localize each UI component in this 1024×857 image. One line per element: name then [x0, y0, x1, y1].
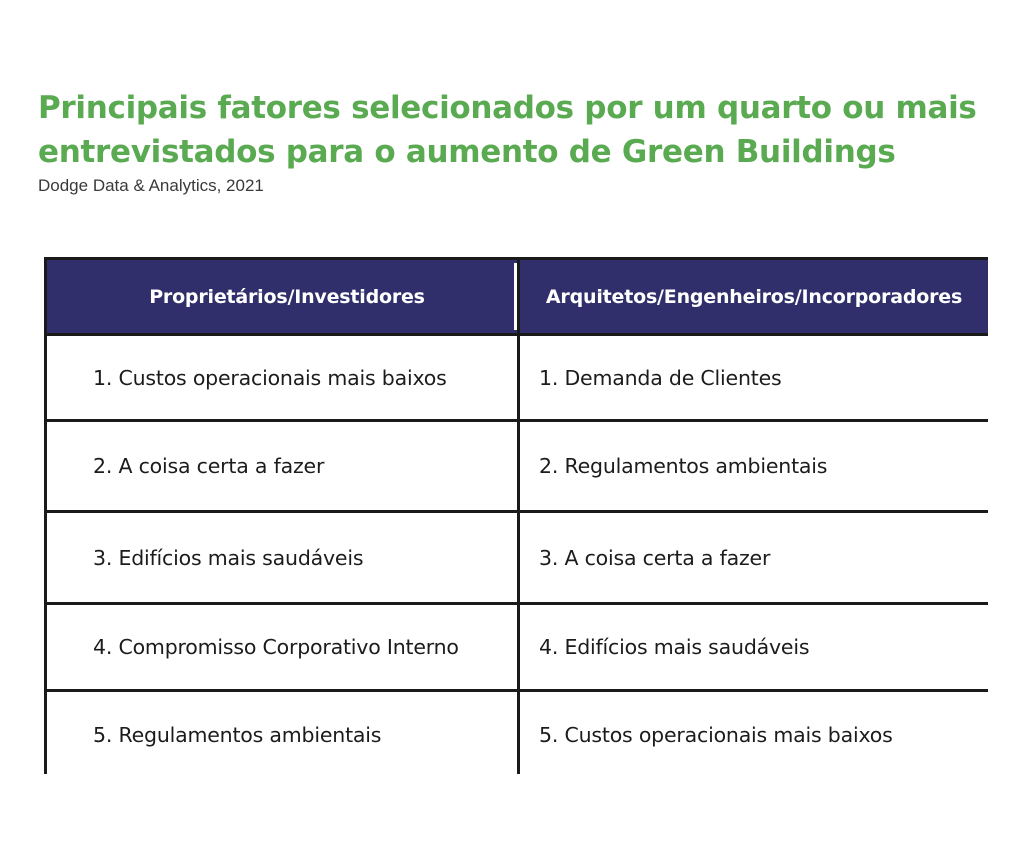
column-header-architects: Arquitetos/Engenheiros/Incorporadores [520, 260, 988, 333]
table-cell: 5. Custos operacionais mais baixos [520, 692, 988, 777]
page-title: Principais fatores selecionados por um quarto ou mais entrevistados para o aumento de Green Buildings [38, 90, 977, 170]
table-cell: 5. Regulamentos ambientais [47, 692, 517, 777]
column-header-owners: Proprietários/Investidores [47, 260, 517, 333]
table-cell: 2. A coisa certa a fazer [47, 422, 517, 510]
table-cell: 2. Regulamentos ambientais [520, 422, 988, 510]
table-cell: 1. Demanda de Clientes [520, 336, 988, 419]
table-cell: 4. Edifícios mais saudáveis [520, 605, 988, 689]
table-cell: 1. Custos operacionais mais baixos [47, 336, 517, 419]
table-cell: 3. A coisa certa a fazer [520, 513, 988, 602]
drivers-table [44, 257, 988, 774]
source-caption: Dodge Data & Analytics, 2021 [38, 176, 264, 195]
table-cell: 4. Compromisso Corporativo Interno [47, 605, 517, 689]
header-divider [514, 263, 517, 330]
table-cell: 3. Edifícios mais saudáveis [47, 513, 517, 602]
